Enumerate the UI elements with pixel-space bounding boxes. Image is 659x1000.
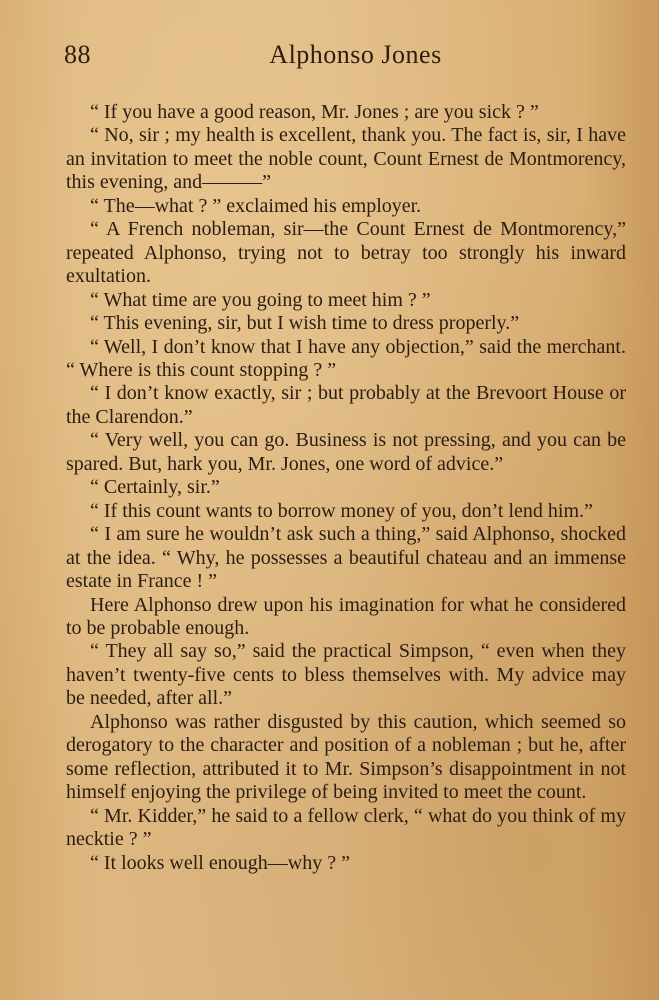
paragraph: Here Alphonso drew upon his imagination for what he considered to be probable enough. <box>66 593 626 639</box>
paragraph: “ Well, I don’t know that I have any objection,” said the merchant. “ Where is this count stopping ? ” <box>66 335 626 381</box>
paragraph: “ Very well, you can go. Business is not pressing, and you can be spared. But, hark you, Mr. Jones, one word of advice.” <box>66 429 626 475</box>
paragraph: “ If this count wants to borrow money of you, don’t lend him.” <box>90 499 593 522</box>
body-text <box>66 101 626 875</box>
paragraph: “ Mr. Kidder,” he said to a fellow clerk, “ what do you think of my necktie ? ” <box>66 804 626 851</box>
paragraph: “ No, sir ; my health is excellent, thank you. The fact is, sir, I have an invitation to meet the noble count, Count Ernest de Montmorency, this evening, and———” <box>66 124 626 194</box>
running-title: Alphonso Jones <box>269 40 442 69</box>
paragraph: Alphonso was rather disgusted by this caution, which seemed so derogatory to the character and position of a nobleman ; but he, after some reflection, attributed it to Mr. Simpson’s disappointment in not himself enjoying the privilege of being invited to meet the count. <box>66 710 626 804</box>
page-number: 88 <box>64 40 91 69</box>
paragraph: “ Certainly, sir.” <box>90 476 220 499</box>
paragraph: “ They all say so,” said the practical Simpson, “ even when they haven’t twenty-five cents to bless themselves with. My advice may be needed, after all.” <box>66 640 626 710</box>
paragraph: “ A French nobleman, sir—the Count Ernest de Montmorency,” repeated Alphonso, trying not to betray too strongly his inward exultation. <box>66 218 626 288</box>
paragraph: “ If you have a good reason, Mr. Jones ; are you sick ? ” <box>90 101 539 123</box>
paragraph: “ The—what ? ” exclaimed his employer. <box>90 194 422 217</box>
running-head <box>64 40 627 80</box>
paragraph: “ It looks well enough—why ? ” <box>90 851 350 874</box>
paragraph: “ This evening, sir, but I wish time to dress properly.” <box>90 312 520 335</box>
paragraph: “ I don’t know exactly, sir ; but probably at the Brevoort House or the Clarendon.” <box>66 382 626 428</box>
paragraph: “ What time are you going to meet him ? ” <box>90 288 431 311</box>
paragraph: “ I am sure he wouldn’t ask such a thing,” said Alphonso, shocked at the idea. “ Why, he possesses a beautiful chateau and an immense estate in France ! ” <box>66 523 626 593</box>
